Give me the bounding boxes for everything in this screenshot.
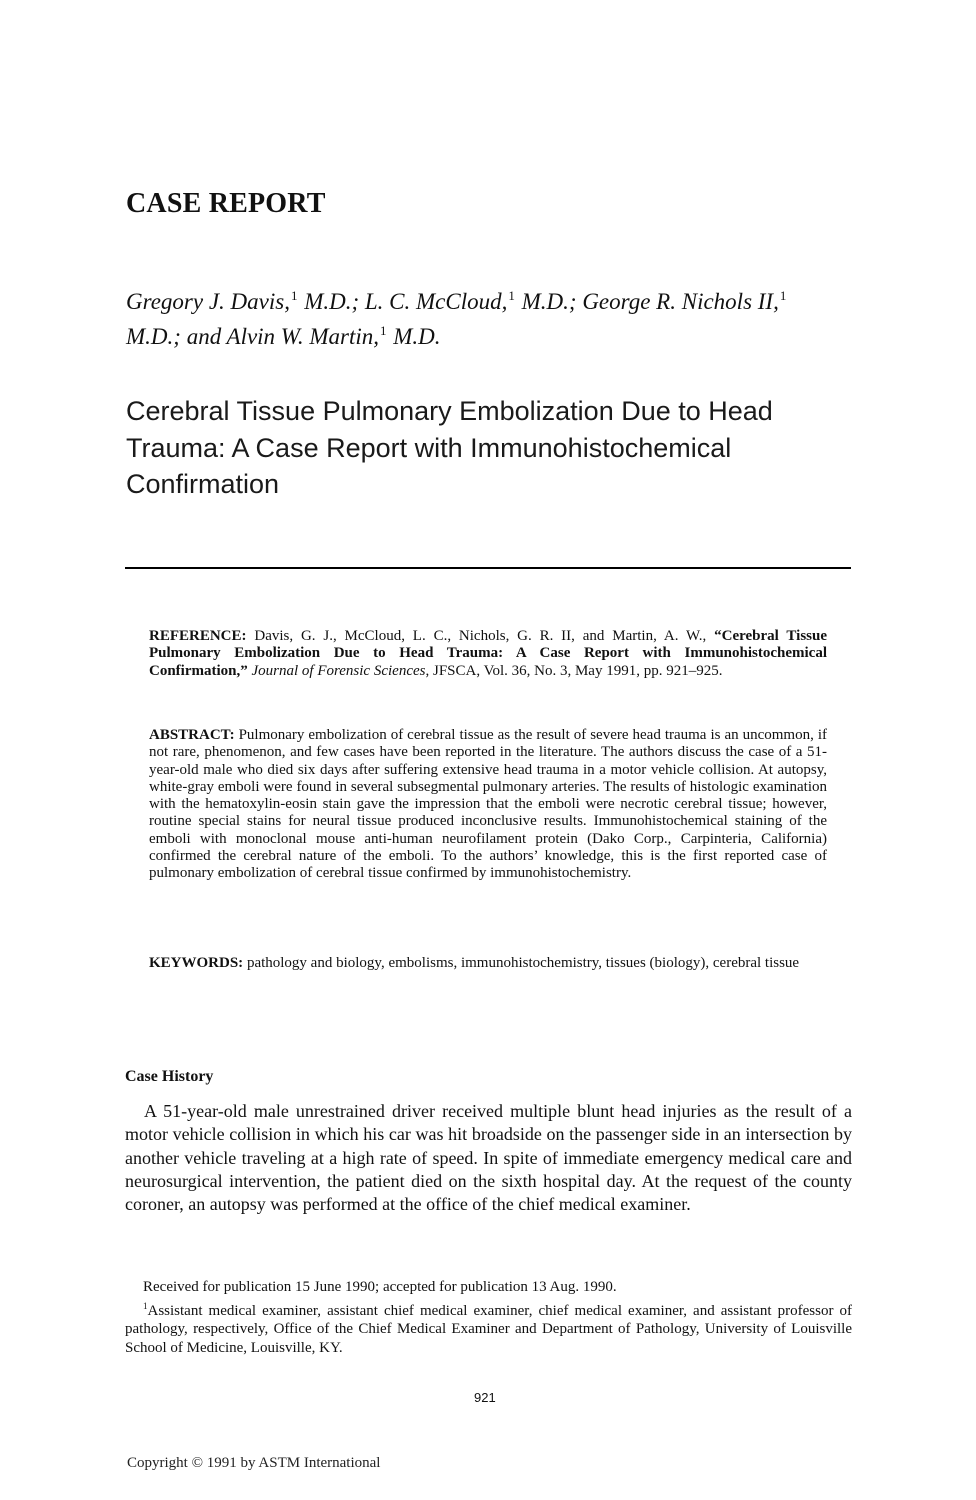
keywords-text: pathology and biology, embolisms, immunohistochemistry, tissues (biology), cerebral tissue xyxy=(246,955,800,971)
affiliation-footnote xyxy=(125,1297,852,1357)
page-number: 921 xyxy=(474,1390,496,1405)
author-3-degree: M.D.; xyxy=(126,324,181,349)
reference-title: “Cerebral Tissue Pulmonary Embolization Due to Head Trauma: A Case Report with Immunohistochemical Confirmation,” xyxy=(149,628,827,679)
abstract-text: Pulmonary embolization of cerebral tissue as the result of severe head trauma is an uncommon, if not rare, phenomenon, and few cases have been reported in the literature. The authors discuss the case of a 51-year-old male who died six days after suffering extensive head trauma in a motor vehicle collision. At autopsy, white-gray emboli were found in several subsegmental pulmonary arteries. The results of histologic examination with the hematoxylin-eosin stain gave the impression that the emboli were necrotic cerebral tissue; however, routine special stains for neural tissue produced inconclusive results. Immunohistochemical staining of the emboli with monoclonal mouse anti-human neurofilament protein (Dako Corp., Carpinteria, California) confirmed the cerebral nature of the emboli. To the authors’ knowledge, this is the first reported case of pulmonary embolization of cerebral tissue confirmed by immunohistochemistry. xyxy=(149,727,827,882)
reference-details: , JFSCA, Vol. 36, No. 3, May 1991, pp. 921–925. xyxy=(425,662,723,679)
author-list xyxy=(126,281,846,351)
case-history-heading: Case History xyxy=(125,1068,214,1085)
reference-journal: Journal of Forensic Sciences xyxy=(251,662,426,679)
keywords-block xyxy=(149,955,827,972)
author-1-affiliation-marker: 1 xyxy=(290,288,298,303)
reference-authors: Davis, G. J., McCloud, L. C., Nichols, G. R. II, and Martin, A. W., xyxy=(254,628,707,644)
abstract-label: ABSTRACT: xyxy=(149,727,235,743)
author-4-name: and Alvin W. Martin, xyxy=(186,324,379,349)
copyright-line: Copyright © 1991 by ASTM International xyxy=(127,1455,381,1471)
received-note: Received for publication 15 June 1990; accepted for publication 13 Aug. 1990. xyxy=(143,1279,617,1295)
footnote-marker: 1 xyxy=(143,1301,148,1311)
case-history-paragraph: A 51-year-old male unrestrained driver received multiple blunt head injuries as the result of a motor vehicle collision in which his car was hit broadside on the passenger side in an intersection by another vehicle traveling at a high rate of speed. In spite of immediate emergency medical care and neurosurgical intervention, the patient died on the sixth hospital day. At the request of the county coroner, an autopsy was performed at the office of the chief medical examiner. xyxy=(125,1101,852,1215)
reference-label: REFERENCE: xyxy=(149,628,247,644)
author-2-affiliation-marker: 1 xyxy=(508,288,515,303)
author-4-affiliation-marker: 1 xyxy=(380,323,387,338)
author-4-degree: M.D. xyxy=(393,324,441,349)
author-1-name: Gregory J. Davis, xyxy=(126,289,290,314)
footnote-text: Assistant medical examiner, assistant chief medical examiner, chief medical examiner, and assistant professor of pathology, respectively, Office of the Chief Medical Examiner and Department of Pathology, University of Louisville School of Medicine, Louisville, KY. xyxy=(125,1303,852,1356)
author-2-name: L. C. McCloud, xyxy=(364,289,508,314)
title-divider xyxy=(125,567,851,569)
section-label: CASE REPORT xyxy=(126,188,326,219)
reference-block xyxy=(149,628,827,680)
author-1-degree: M.D.; xyxy=(304,289,360,314)
author-2-degree: M.D.; xyxy=(521,289,577,314)
article-title: Cerebral Tissue Pulmonary Embolization Due to Head Trauma: A Case Report with Immunohistochemical Confirmation xyxy=(126,396,773,499)
author-3-name: George R. Nichols II, xyxy=(582,289,779,314)
keywords-label: KEYWORDS: xyxy=(149,955,244,971)
author-3-affiliation-marker: 1 xyxy=(779,288,787,303)
abstract-block xyxy=(149,727,827,883)
